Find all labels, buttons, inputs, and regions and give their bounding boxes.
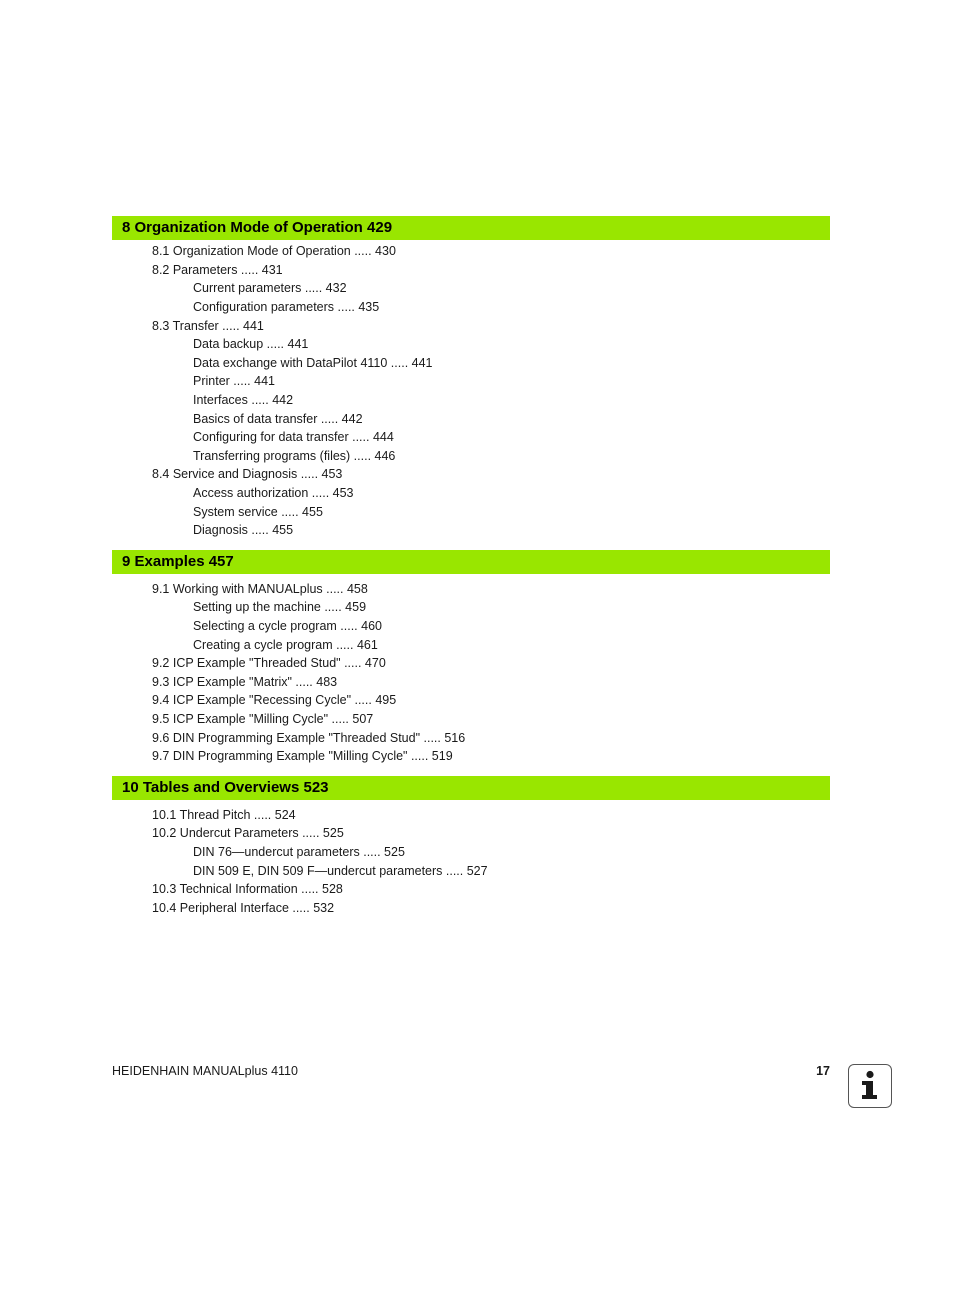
page-number: 17	[816, 1064, 830, 1078]
toc-item[interactable]: 9.7 DIN Programming Example "Milling Cycle" ..... 519	[152, 749, 453, 763]
toc-item[interactable]: 9.6 DIN Programming Example "Threaded Stud" ..... 516	[152, 731, 466, 745]
toc-item[interactable]: 8.3 Transfer ..... 441	[152, 319, 264, 333]
toc-item[interactable]: 10.1 Thread Pitch ..... 524	[152, 808, 296, 822]
section-header-examples: 9 Examples 457	[112, 550, 830, 574]
toc-subitem[interactable]: DIN 509 E, DIN 509 F—undercut parameters ..... 527	[193, 864, 488, 878]
toc-subitem[interactable]: Interfaces ..... 442	[193, 393, 294, 407]
toc-subitem[interactable]: Creating a cycle program ..... 461	[193, 638, 378, 652]
toc-item[interactable]: 9.1 Working with MANUALplus ..... 458	[152, 582, 368, 596]
toc-subitem[interactable]: DIN 76—undercut parameters ..... 525	[193, 845, 405, 859]
toc-item[interactable]: 8.1 Organization Mode of Operation ..... 430	[152, 244, 396, 258]
toc-subitem[interactable]: Access authorization ..... 453	[193, 486, 354, 500]
toc-subitem[interactable]: Printer ..... 441	[193, 374, 275, 388]
toc-item[interactable]: 9.5 ICP Example "Milling Cycle" ..... 507	[152, 712, 374, 726]
toc-subitem[interactable]: Diagnosis ..... 455	[193, 523, 294, 537]
toc-subitem[interactable]: System service ..... 455	[193, 505, 323, 519]
toc-subitem[interactable]: Setting up the machine ..... 459	[193, 600, 367, 614]
section-header-tables: 10 Tables and Overviews 523	[112, 776, 830, 800]
toc-subitem[interactable]: Data exchange with DataPilot 4110 ..... 441	[193, 356, 433, 370]
section-header-organization: 8 Organization Mode of Operation 429	[112, 216, 830, 240]
toc-subitem[interactable]: Selecting a cycle program ..... 460	[193, 619, 382, 633]
toc-subitem[interactable]: Configuration parameters ..... 435	[193, 300, 380, 314]
toc-item[interactable]: 10.4 Peripheral Interface ..... 532	[152, 901, 335, 915]
toc-item[interactable]: 9.2 ICP Example "Threaded Stud" ..... 470	[152, 656, 386, 670]
toc-subitem[interactable]: Current parameters ..... 432	[193, 281, 347, 295]
toc-item[interactable]: 10.3 Technical Information ..... 528	[152, 882, 343, 896]
toc-item[interactable]: 9.4 ICP Example "Recessing Cycle" ..... 495	[152, 693, 397, 707]
toc-subitem[interactable]: Data backup ..... 441	[193, 337, 309, 351]
toc-subitem[interactable]: Configuring for data transfer ..... 444	[193, 430, 394, 444]
toc-subitem[interactable]: Transferring programs (files) ..... 446	[193, 449, 396, 463]
toc-item[interactable]: 8.4 Service and Diagnosis ..... 453	[152, 467, 343, 481]
footer-manual-title: HEIDENHAIN MANUALplus 4110	[112, 1064, 298, 1078]
info-icon[interactable]	[848, 1064, 892, 1108]
toc-item[interactable]: 10.2 Undercut Parameters ..... 525	[152, 826, 344, 840]
toc-item[interactable]: 8.2 Parameters ..... 431	[152, 263, 283, 277]
info-glyph-icon	[849, 1065, 890, 1106]
toc-item[interactable]: 9.3 ICP Example "Matrix" ..... 483	[152, 675, 338, 689]
toc-subitem[interactable]: Basics of data transfer ..... 442	[193, 412, 363, 426]
